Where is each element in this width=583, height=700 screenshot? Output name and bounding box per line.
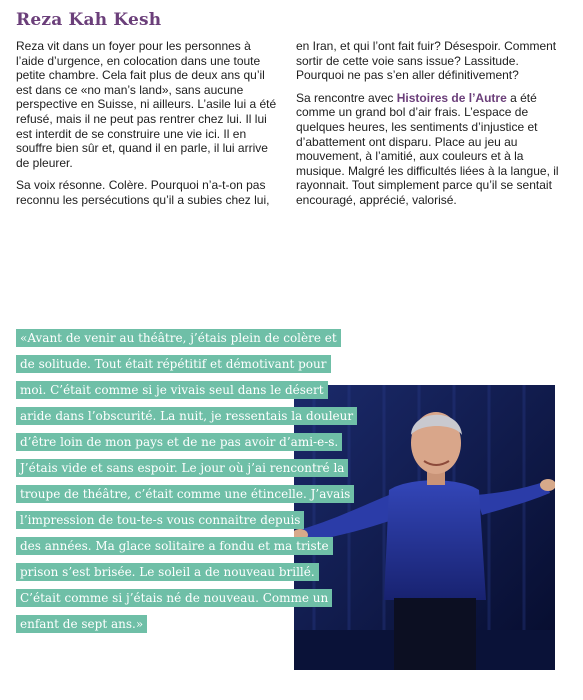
quote-line-text: prison s’est brisée. Le soleil a de nouveau brillé. <box>16 563 319 581</box>
quote-line <box>16 484 357 505</box>
paragraph: en Iran, et qui l’ont fait fuir? Désespoir. Comment sortir de cette voie sans issue? Lassitude. Pourquoi ne pas s’en aller définitivement? <box>296 39 557 83</box>
quote-line-text: de solitude. Tout était répétitif et démotivant pour <box>16 355 331 373</box>
quote-line <box>16 354 357 375</box>
quote-block <box>16 328 357 640</box>
article-column-right <box>296 39 562 216</box>
paragraph <box>296 91 562 208</box>
quote-line-text: troupe de théâtre, c’était comme une étincelle. J’avais <box>16 485 354 503</box>
quote-line-text: aride dans l’obscurité. La nuit, je ressentais la douleur <box>16 407 357 425</box>
quote-line-text: des années. Ma glace solitaire a fondu et ma triste <box>16 537 333 555</box>
paragraph: Reza vit dans un foyer pour les personnes à l’aide d’urgence, en colocation dans une toute petite chambre. Cela fait plus de deux ans qu’il est dans ce «no man’s land», sans aucune perspective en Suisse, ni ailleurs. L’asile lui a été refusé, mais il ne peut pas rentrer chez lui. Il lui est interdit de se construire une vie ici. Il en souffre bien sûr et, quand il en parle, il lui arrive de pleurer. <box>16 39 277 170</box>
quote-line <box>16 510 357 531</box>
organization-name: Histoires de l’Autre <box>396 90 507 105</box>
quote-line-text: moi. C’était comme si je vivais seul dans le désert <box>16 381 328 399</box>
quote-line <box>16 536 357 557</box>
quote-line <box>16 588 357 609</box>
paragraph-text: a été comme un grand bol d’air frais. L’espace de quelques heures, les sentiments d’injustice et d’abattement ont disparu. Place au jeu au mouvement, à l’amitié, aux couleurs et à la musique. Malgré les difficultés liées à la langue, il rayonnait. Tout simplement parce qu’il se sentait encouragé, apprécié, valorisé. <box>296 90 559 207</box>
quote-line <box>16 406 357 427</box>
quote-line <box>16 614 357 635</box>
article-title: Reza Kah Kesh <box>16 10 162 30</box>
quote-line-text: «Avant de venir au théâtre, j’étais plein de colère et <box>16 329 341 347</box>
quote-line-text: J’étais vide et sans espoir. Le jour où j’ai rencontré la <box>16 459 348 477</box>
quote-line-text: l’impression de tou-te-s vous connaitre depuis <box>16 511 304 529</box>
quote-line-text: d’être loin de mon pays et de ne pas avoir d’ami-e-s. <box>16 433 342 451</box>
quote-line <box>16 562 357 583</box>
paragraph: Sa voix résonne. Colère. Pourquoi n’a-t-on pas reconnu les persécutions qu’il a subies chez lui, <box>16 178 270 207</box>
quote-line-text: enfant de sept ans.» <box>16 615 147 633</box>
article-column-left <box>16 39 280 216</box>
quote-line <box>16 380 357 401</box>
quote-line <box>16 458 357 479</box>
quote-line <box>16 328 357 349</box>
paragraph-text: Sa rencontre avec <box>296 90 397 105</box>
quote-line <box>16 432 357 453</box>
quote-line-text: C’était comme si j’étais né de nouveau. Comme un <box>16 589 332 607</box>
